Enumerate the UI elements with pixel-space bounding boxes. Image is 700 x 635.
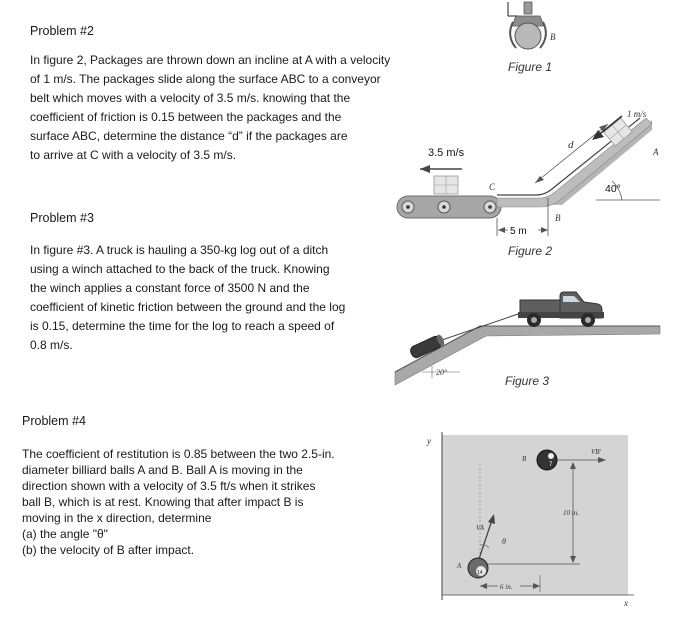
problem-4-line: direction shown with a velocity of 3.5 ft/s when it strikes <box>22 479 316 493</box>
problem-4-line: ball B, which is at rest. Knowing that after impact B is <box>22 495 304 509</box>
ball-b <box>537 450 557 470</box>
problem-2-line: to arrive at C with a velocity of 3.5 m/s. <box>30 148 237 162</box>
problem-2-line: of 1 m/s. The packages slide along the surface ABC to a conveyor <box>30 72 381 86</box>
figure-2-angle: 40° <box>605 183 621 195</box>
problem-2-line: belt which moves with a velocity of 3.5 m/s. knowing that the <box>30 91 351 105</box>
figure-2-point-a: A <box>653 147 659 157</box>
figure-3-angle: 20° <box>436 368 448 377</box>
problem-2-line: In figure 2, Packages are thrown down an incline at A with a velocity <box>30 53 391 67</box>
problem-3-title: Problem #3 <box>30 211 94 225</box>
figure-4-axis-x: x <box>624 598 628 608</box>
problem-4-line: moving in the x direction, determine <box>22 511 212 525</box>
figure-2-diagram <box>397 109 660 237</box>
figure-4-velocity-a: VA <box>476 524 485 532</box>
figure-1-gripper <box>508 2 556 49</box>
figure-2-incline-speed: 1 m/s <box>627 109 647 119</box>
figure-2-caption: Figure 2 <box>508 244 553 258</box>
problem-3-line: the winch applies a constant force of 3500 N and the <box>30 281 310 295</box>
problem-2-title: Problem #2 <box>30 24 94 38</box>
problem-3-line: using a winch attached to the back of the truck. Knowing <box>30 262 330 276</box>
problem-2-line: surface ABC, determine the distance “d” if the packages are <box>30 129 348 143</box>
problem-3-line: 0.8 m/s. <box>30 338 73 352</box>
figure-2-point-c: C <box>489 182 496 192</box>
figure-2-point-b: B <box>555 213 561 223</box>
problem-3-line: is 0.15, determine the time for the log to reach a speed of <box>30 319 335 333</box>
figure-4-velocity-b: VB' <box>591 448 602 456</box>
figure-3-diagram <box>395 292 660 385</box>
figure-1-label-b: B <box>550 32 556 42</box>
problem-2-line: coefficient of friction is 0.15 between the packages and the <box>30 110 342 124</box>
figure-4-ball-a: A <box>457 562 462 570</box>
ground-slope <box>395 326 660 385</box>
figure-4-axis-y: y <box>427 436 431 446</box>
problem-4-line: (a) the angle "θ" <box>22 527 108 541</box>
problem-4-line: The coefficient of restitution is 0.85 between the two 2.5-in. <box>22 447 335 461</box>
ball-a-number: 14 <box>477 570 483 576</box>
problem-4-title: Problem #4 <box>22 414 86 428</box>
problem-4-line: diameter billiard balls A and B. Ball A is moving in the <box>22 463 303 477</box>
figure-3-caption: Figure 3 <box>505 374 550 388</box>
figure-4-theta: θ <box>502 537 506 546</box>
truck <box>518 292 604 327</box>
figure-2-conveyor-speed: 3.5 m/s <box>428 147 465 159</box>
figure-1-caption: Figure 1 <box>508 60 553 74</box>
figure-4-width: 6 in. <box>500 583 513 591</box>
ball-b-number: 7 <box>549 462 553 468</box>
figure-4-ball-b: B <box>522 455 527 463</box>
figure-2-distance: d <box>568 139 574 151</box>
figure-4-height: 10 in. <box>563 509 579 517</box>
figure-4-diagram <box>426 432 634 608</box>
figure-2-length: 5 m <box>510 226 527 237</box>
problem-3-line: coefficient of kinetic friction between the ground and the log <box>30 300 346 314</box>
problem-4-line: (b) the velocity of B after impact. <box>22 543 195 557</box>
problem-3-line: In figure #3. A truck is hauling a 350-kg log out of a ditch <box>30 243 329 257</box>
